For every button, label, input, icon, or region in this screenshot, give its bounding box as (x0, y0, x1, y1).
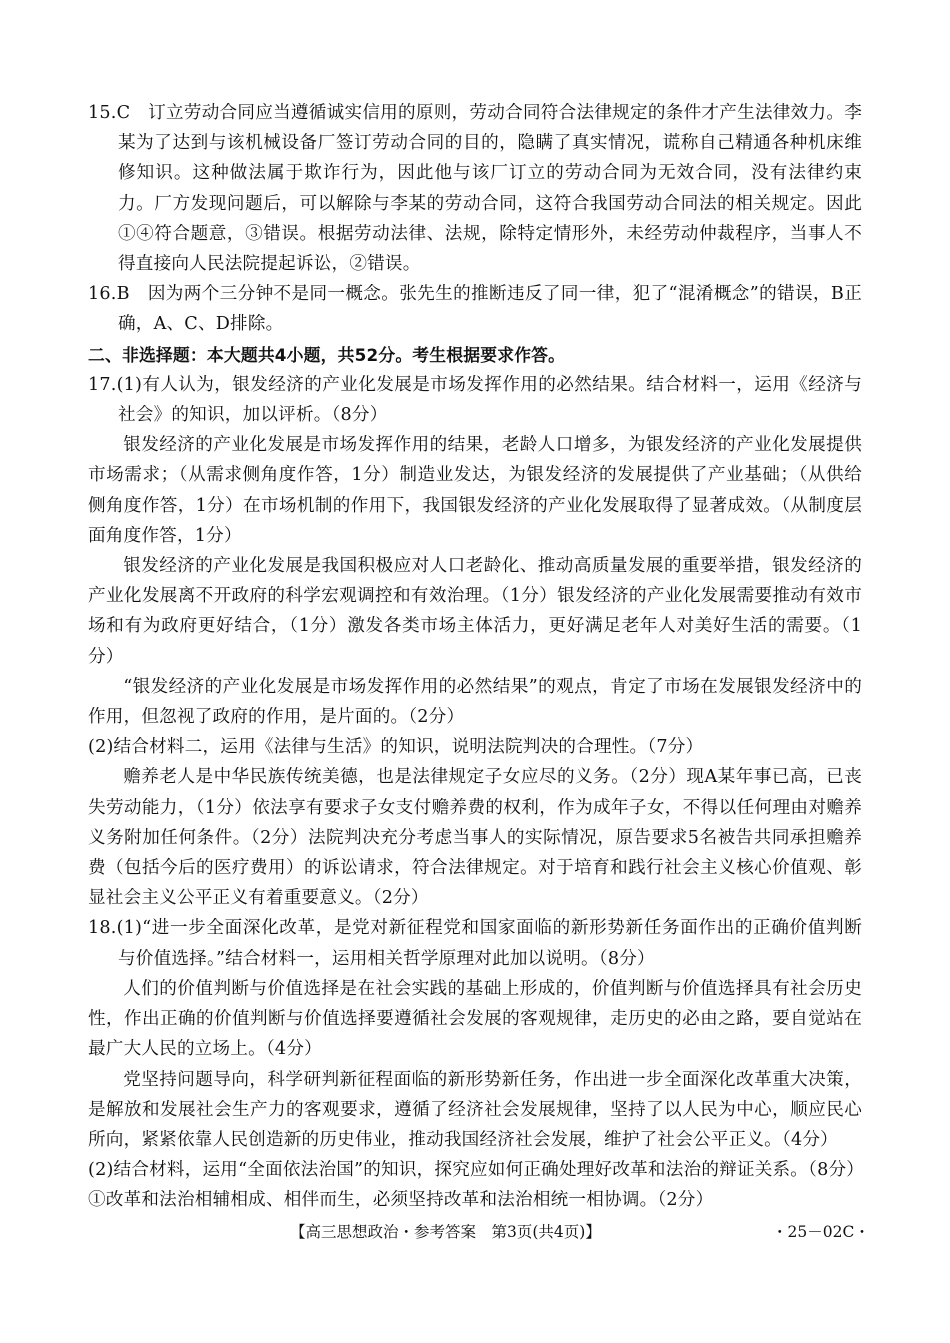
answer-18-1-paragraph: 人们的价值判断与价值选择是在社会实践的基础上形成的，价值判断与价值选择具有社会历史性，作出正确的价值判断与价值选择要遵循社会发展的客观规律，走历史的必由之路，要自觉站在最广大人民的立场上。（4分） (88, 978, 862, 1060)
answer-17-1-paragraph: 银发经济的产业化发展是市场发挥作用的结果，老龄人口增多，为银发经济的产业化发展提供市场需求；（从需求侧角度作答，1分）制造业发达，为银发经济的发展提供了产业基础；（从供给侧角度作答，1分）在市场机制的作用下，我国银发经济的产业化发展取得了显著成效。（从制度层面角度作答，1分） (88, 435, 862, 546)
question-18-number: 18. (88, 918, 117, 939)
answer-16 (88, 279, 862, 339)
question-18-part1 (88, 913, 862, 973)
answer-15 (88, 98, 862, 279)
answer-16-number: 16.B (88, 284, 130, 305)
footer-code: ・25－02C・ (772, 1223, 870, 1241)
answer-content (88, 98, 865, 1216)
answer-18-1-paragraph: 党坚持问题导向，科学研判新征程面临的新形势新任务，作出进一步全面深化改革重大决策，是解放和发展社会生产力的客观要求，遵循了经济社会发展规律，坚持了以人民为中心，顺应民心所向，紧紧依靠人民创造新的历史伟业，推动我国经济社会发展，维护了社会公平正义。（4分） (88, 1069, 862, 1150)
answer-16-text: 因为两个三分钟不是同一概念。张先生的推断违反了同一律，犯了“混淆概念”的错误，B正确，A、C、D排除。 (118, 284, 863, 335)
answer-17-1-paragraph: 银发经济的产业化发展是我国积极应对人口老龄化、推动高质量发展的重要举措，银发经济的产业化发展离不开政府的科学宏观调控和有效治理。（1分）银发经济的产业化发展需要推动有效市场和有为政府更好结合，（1分）激发各类市场主体活力，更好满足老年人对美好生活的需要。（1分） (88, 556, 862, 667)
answer-18-2-point: ①改革和法治相辅相成、相伴而生，必须坚持改革和法治相统一相协调。（2分） (88, 1190, 714, 1211)
answer-15-text: 订立劳动合同应当遵循诚实信用的原则，劳动合同符合法律规定的条件才产生法律效力。李某为了达到与该机械设备厂签订劳动合同的目的，隐瞒了真实情况，谎称自己精通各种机床维修知识。这种做法属于欺诈行为，因此他与该厂订立的劳动合同为无效合同，没有法律约束力。厂方发现问题后，可以解除与李某的劳动合同，这符合我国劳动合同法的相关规定。因此①④符合题意，③错误。根据劳动法律、法规，除特定情形外，未经劳动仲裁程序，当事人不得直接向人民法院提起诉讼，②错误。 (118, 103, 862, 275)
answer-17-2-paragraph: 赡养老人是中华民族传统美德，也是法律规定子女应尽的义务。（2分）现A某年事已高，已丧失劳动能力，（1分）依法享有要求子女支付赡养费的权利，作为成年子女，不得以任何理由对赡养义务附加任何条件。（2分）法院判决充分考虑当事人的实际情况，原告要求5名被告共同承担赡养费（包括今后的医疗费用）的诉讼请求，符合法律规定。对于培育和践行社会主义核心价值观、彰显社会主义公平正义有着重要意义。（2分） (88, 767, 862, 909)
question-18-part2: (2)结合材料，运用“全面依法治国”的知识，探究应如何正确处理好改革和法治的辩证关系。（8分） (88, 1160, 865, 1181)
footer-page-info: 【高三思想政治・参考答案 第3页(共4页)】 (290, 1223, 601, 1241)
question-17-number: 17. (88, 374, 117, 395)
answer-17-1-paragraph: “银发经济的产业化发展是市场发挥作用的必然结果”的观点，肯定了市场在发展银发经济中的作用，但忽视了政府的作用，是片面的。（2分） (88, 676, 862, 728)
page-footer (0, 1220, 950, 1250)
question-18-part1-text: (1)“进一步全面深化改革，是党对新征程党和国家面临的新形势新任务面作出的正确价值判断与价值选择。”结合材料一，运用相关哲学原理对此加以说明。（8分） (116, 918, 862, 969)
question-17-part1 (88, 370, 862, 430)
section-2-title: 二、非选择题：本大题共4小题，共52分。考生根据要求作答。 (88, 344, 566, 365)
question-17-part1-text: (1)有人认为，银发经济的产业化发展是市场发挥作用的必然结果。结合材料一，运用《经济与社会》的知识，加以评析。（8分） (116, 374, 862, 426)
question-17-part2: (2)结合材料二，运用《法律与生活》的知识，说明法院判决的合理性。（7分） (88, 737, 704, 758)
answer-15-number: 15.C (88, 103, 131, 123)
